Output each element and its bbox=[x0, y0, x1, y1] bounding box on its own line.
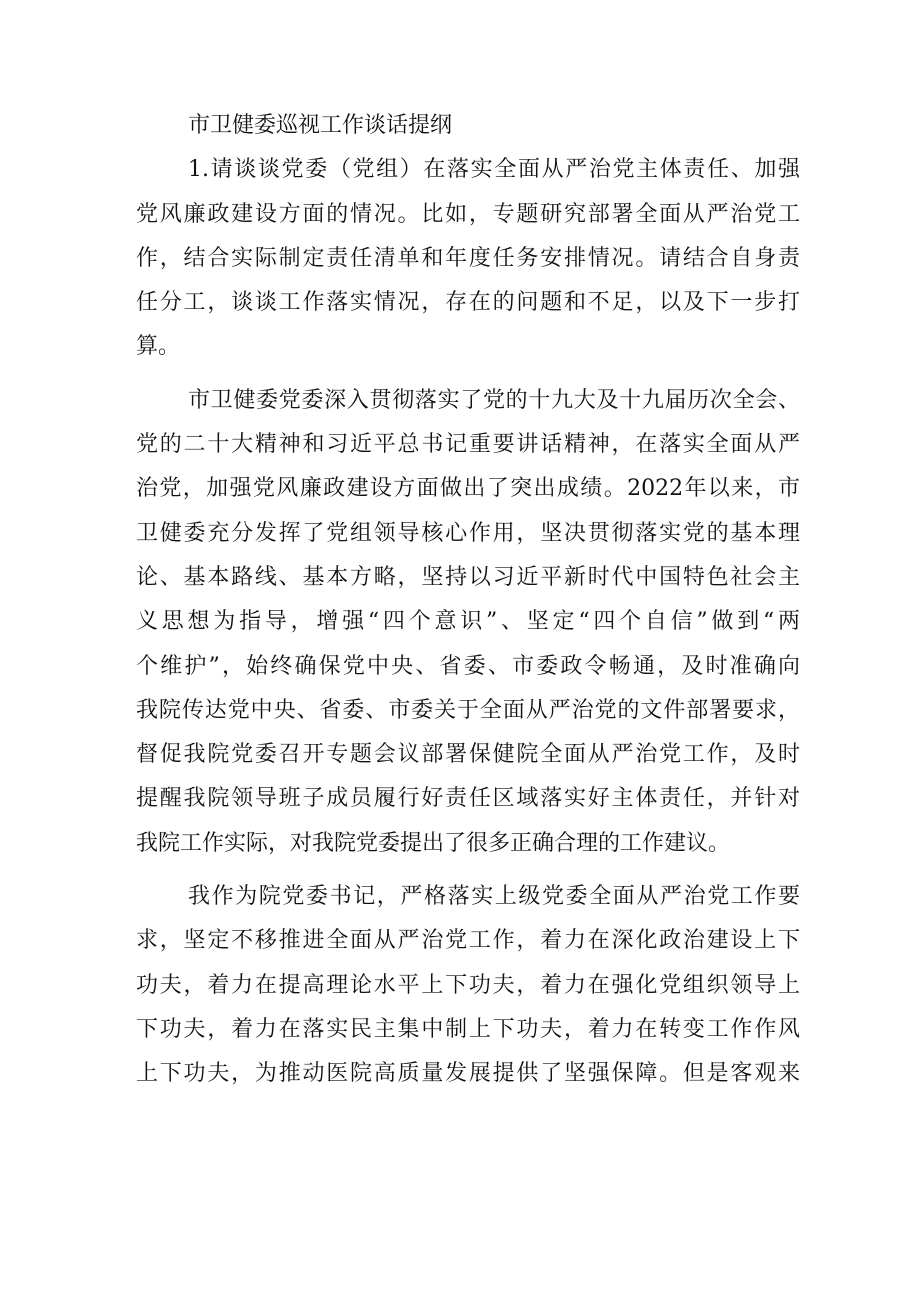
document-title: 市卫健委巡视工作谈话提纲 bbox=[188, 113, 453, 138]
paragraph-line: 功夫，着力在提高理论水平上下功夫，着力在强化党组织领导上 bbox=[136, 972, 800, 998]
paragraph-question-1 bbox=[136, 148, 800, 369]
paragraph-line: 督促我院党委召开专题会议部署保健院全面从严治党工作，及时 bbox=[136, 742, 800, 768]
paragraph-line: 我院工作实际，对我院党委提出了很多正确合理的工作建议。 bbox=[136, 830, 731, 856]
paragraph-line: 卫健委充分发挥了党组领导核心作用，坚决贯彻落实党的基本理 bbox=[136, 520, 800, 546]
paragraph-line: 作，结合实际制定责任清单和年度任务安排情况。请结合自身责 bbox=[136, 245, 800, 271]
paragraph-line: 求，坚定不移推进全面从严治党工作，着力在深化政治建设上下 bbox=[136, 928, 800, 954]
paragraph-line: 市卫健委党委深入贯彻落实了党的十九大及十九届历次全会、 bbox=[188, 387, 800, 413]
paragraph-line: 任分工，谈谈工作落实情况，存在的问题和不足，以及下一步打 bbox=[136, 290, 800, 316]
paragraph-line: 个维护”，始终确保党中央、省委、市委政令畅通，及时准确向 bbox=[136, 653, 800, 679]
paragraph-committee-summary bbox=[136, 379, 800, 866]
paragraph-line: 提醒我院领导班子成员履行好责任区域落实好主体责任，并针对 bbox=[136, 786, 800, 812]
paragraph-line: 算。 bbox=[136, 334, 181, 360]
paragraph-line: 义思想为指导，增强“四个意识”、坚定“四个自信”做到“两 bbox=[136, 609, 800, 635]
paragraph-line: 党风廉政建设方面的情况。比如，专题研究部署全面从严治党工 bbox=[136, 201, 800, 227]
paragraph-line: 党的二十大精神和习近平总书记重要讲话精神，在落实全面从严 bbox=[136, 432, 800, 458]
paragraph-line: 我院传达党中央、省委、市委关于全面从严治党的文件部署要求， bbox=[136, 697, 800, 723]
paragraph-line: 下功夫，着力在落实民主集中制上下功夫，着力在转变工作作风 bbox=[136, 1016, 800, 1042]
paragraph-line: 治党，加强党风廉政建设方面做出了突出成绩。2022年以来，市 bbox=[136, 476, 800, 502]
document-body bbox=[136, 104, 800, 1097]
paragraph-line: 我作为院党委书记，严格落实上级党委全面从严治党工作要 bbox=[188, 884, 800, 910]
paragraph-line: 上下功夫，为推动医院高质量发展提供了坚强保障。但是客观来 bbox=[136, 1061, 800, 1087]
paragraph-line: 1.请谈谈党委（党组）在落实全面从严治党主体责任、加强 bbox=[188, 157, 800, 183]
paragraph-secretary-statement bbox=[136, 875, 800, 1096]
paragraph-line: 论、基本路线、基本方略，坚持以习近平新时代中国特色社会主 bbox=[136, 564, 800, 590]
